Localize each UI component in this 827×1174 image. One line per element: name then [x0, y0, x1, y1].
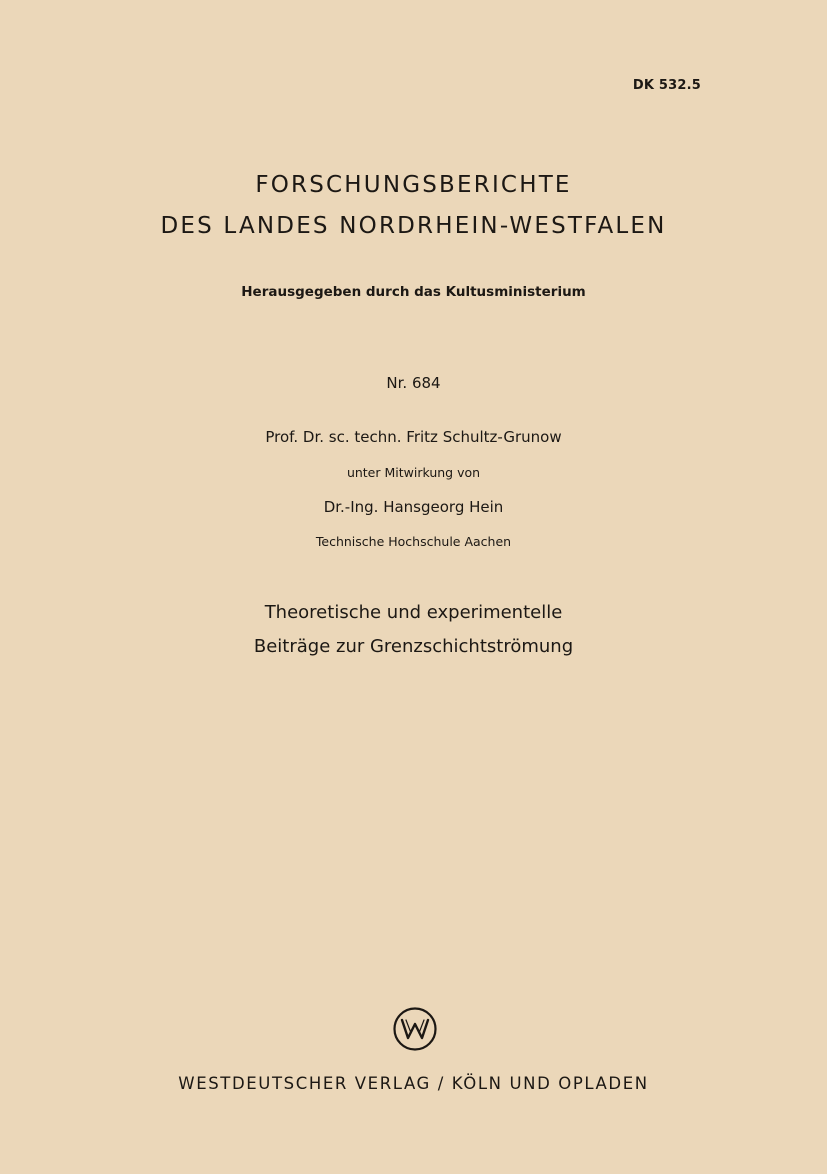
publisher-line: WESTDEUTSCHER VERLAG / KÖLN UND OPLADEN: [178, 1074, 649, 1093]
editor-line: Herausgegeben durch das Kultusministerium: [241, 284, 586, 300]
westdeutscher-verlag-logo-icon: [393, 1007, 437, 1051]
collaboration-line: unter Mitwirkung von: [346, 465, 481, 480]
institution-name: Technische Hochschule Aachen: [315, 534, 512, 549]
classification-code: DK 532.5: [632, 78, 701, 93]
report-number: Nr. 684: [386, 374, 441, 392]
coauthor-name: Dr.-Ing. Hansgeorg Hein: [323, 498, 504, 516]
series-title-line-2: DES LANDES NORDRHEIN-WESTFALEN: [160, 213, 667, 239]
book-title-line-1: Theoretische und experimentelle: [264, 602, 563, 623]
book-title-line-2: Beiträge zur Grenzschichtströmung: [253, 636, 574, 657]
series-title-line-1: FORSCHUNGSBERICHTE: [255, 172, 572, 198]
author-name: Prof. Dr. sc. techn. Fritz Schultz-Grunow: [265, 428, 562, 446]
